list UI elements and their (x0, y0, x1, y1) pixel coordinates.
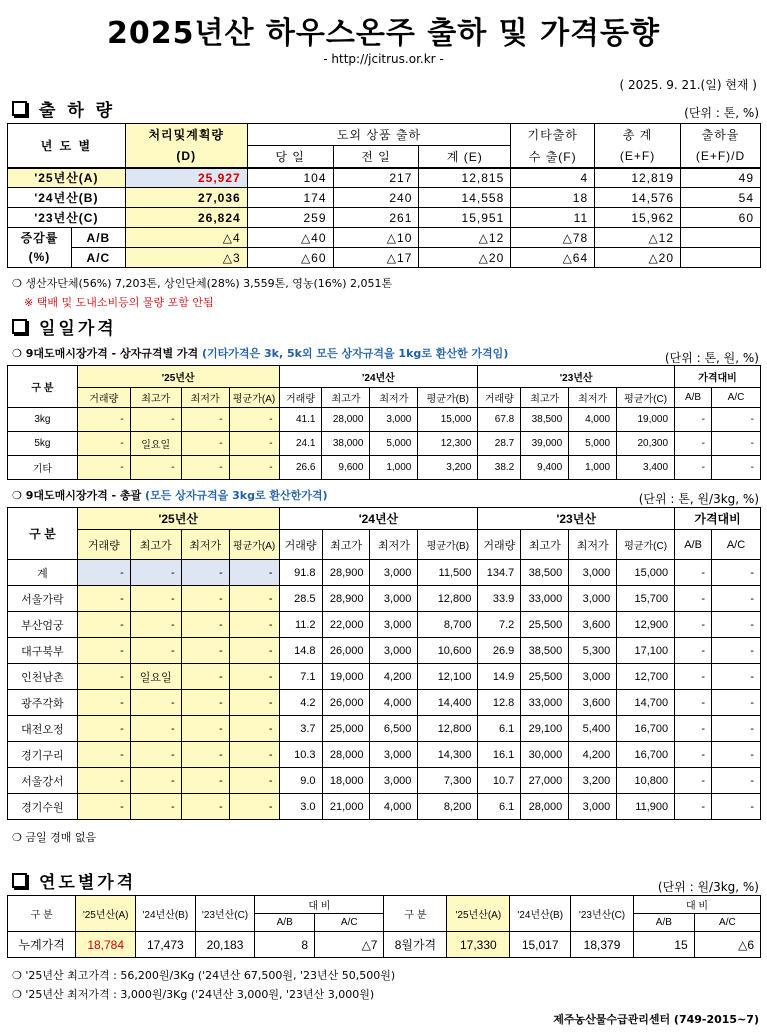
col-processed-sub: (D) (125, 146, 247, 168)
table-cell: 8,200 (418, 794, 478, 820)
table-cell: 3,400 (617, 456, 675, 480)
table-cell: - (229, 560, 279, 586)
table-cell: - (229, 432, 279, 456)
table-cell: - (130, 612, 181, 638)
table-cell: 3,000 (370, 768, 418, 794)
table-row (8, 716, 761, 742)
shipment-warning: ※ 택배 및 도내소비등의 물량 포함 안됨 (24, 296, 214, 309)
table-cell: - (130, 408, 181, 432)
table-cell: - (675, 586, 712, 612)
table-cell: - (712, 586, 761, 612)
table-cell: - (181, 456, 229, 480)
table-cell: - (181, 612, 229, 638)
table-cell: - (77, 768, 130, 794)
col-other: 기타출하 (511, 124, 595, 146)
table-cell: 11,500 (418, 560, 478, 586)
row-label: 경기수원 (8, 794, 78, 820)
table-cell: 8,700 (418, 612, 478, 638)
table-cell: - (77, 586, 130, 612)
table-cell: 7,300 (418, 768, 478, 794)
table-cell: - (712, 716, 761, 742)
table-cell: 3.7 (279, 716, 322, 742)
shipment-table (7, 123, 761, 268)
table-cell: 38,500 (521, 408, 569, 432)
yearly-note-min: ❍ '25년산 최저가격 : 3,000원/3Kg ('24년산 3,000원, '23년산 3,000원) (12, 988, 375, 1001)
table-cell: - (229, 664, 279, 690)
table-cell: 28,000 (322, 742, 370, 768)
table-row: '25년산(A) 25,927 104 217 12,815 4 12,819 49 (8, 168, 761, 188)
table-cell: - (181, 560, 229, 586)
table-cell: - (77, 638, 130, 664)
table-cell: - (675, 664, 712, 690)
table-cell: - (181, 742, 229, 768)
table-cell: - (229, 690, 279, 716)
table-cell: 3.0 (279, 794, 322, 820)
row-label: 5kg (8, 432, 78, 456)
table-cell: 3,600 (569, 690, 617, 716)
shipment-section-title: 출 하 량 (12, 96, 115, 121)
table-cell: - (77, 408, 130, 432)
table-cell: 7.2 (478, 612, 521, 638)
table-cell: - (77, 690, 130, 716)
table-cell: 33.9 (478, 586, 521, 612)
table-cell: - (77, 716, 130, 742)
table-cell: - (675, 794, 712, 820)
table-cell: 25,500 (521, 612, 569, 638)
site-url[interactable]: - http://jcitrus.or.kr - (323, 52, 444, 66)
table-cell: 15,700 (617, 586, 675, 612)
table-cell: 41.1 (279, 408, 322, 432)
table-cell: - (77, 742, 130, 768)
daily-unit2: (단위 : 톤, 원/3kg, %) (638, 492, 759, 506)
table-cell: 38,500 (521, 560, 569, 586)
table-cell: 12,700 (617, 664, 675, 690)
table-row (8, 794, 761, 820)
table-cell: - (130, 794, 181, 820)
col-grand-sub: (E+F) (595, 146, 681, 168)
table-cell: - (77, 456, 130, 480)
table-cell: 12,100 (418, 664, 478, 690)
table-cell: 12.8 (478, 690, 521, 716)
row-label: 인천남촌 (8, 664, 78, 690)
table-cell: 39,000 (521, 432, 569, 456)
table-cell: 11.2 (279, 612, 322, 638)
table-row (8, 408, 761, 432)
row-label: 경기구리 (8, 742, 78, 768)
table-cell: - (181, 638, 229, 664)
table-row (8, 742, 761, 768)
table-cell: - (675, 560, 712, 586)
table-cell: 19,000 (322, 664, 370, 690)
row-label: 광주각화 (8, 690, 78, 716)
table-cell: 16,700 (617, 742, 675, 768)
table-cell: 4,000 (569, 408, 617, 432)
table-cell: - (130, 768, 181, 794)
table-cell: 29,100 (521, 716, 569, 742)
table-cell: 3,200 (569, 768, 617, 794)
table-cell: 19,000 (617, 408, 675, 432)
footer-center: 제주농산물수급관리센터 (749-2015~7) (553, 1013, 759, 1026)
table-cell: 3,000 (370, 586, 418, 612)
col-export: 수 출(F) (511, 146, 595, 168)
table-cell: 33,000 (521, 690, 569, 716)
row-label: 계 (8, 560, 78, 586)
col-rate-sub: (E+F)/D (681, 146, 761, 168)
table-cell: 28.7 (478, 432, 521, 456)
col-rate: 출하율 (681, 124, 761, 146)
table-cell: - (229, 456, 279, 480)
table-cell: - (229, 408, 279, 432)
table-cell: - (675, 690, 712, 716)
table-cell: 6,500 (370, 716, 418, 742)
row-label: 서울강서 (8, 768, 78, 794)
col-today: 당 일 (247, 146, 333, 168)
table-cell: - (130, 742, 181, 768)
table-cell: - (181, 432, 229, 456)
table-cell: - (229, 612, 279, 638)
table-cell: 28,900 (322, 560, 370, 586)
table-cell: 33,000 (521, 586, 569, 612)
table-cell: 15,000 (617, 560, 675, 586)
table-cell: - (712, 690, 761, 716)
table-cell: 일요일 (130, 664, 181, 690)
table-cell: - (181, 716, 229, 742)
table-cell: - (229, 586, 279, 612)
table-cell: - (77, 612, 130, 638)
table-cell: - (130, 638, 181, 664)
table-cell: 38.2 (478, 456, 521, 480)
table-cell: - (229, 742, 279, 768)
table-cell: - (229, 794, 279, 820)
table-cell: 3,000 (370, 560, 418, 586)
table-cell: 17,100 (617, 638, 675, 664)
table-cell: 4.2 (279, 690, 322, 716)
col-prev: 전 일 (333, 146, 419, 168)
table-cell: - (712, 664, 761, 690)
table-cell: - (130, 456, 181, 480)
row-label: 서울가락 (8, 586, 78, 612)
table-cell: 3,000 (370, 408, 418, 432)
checkbox-square-icon (12, 101, 27, 116)
table-cell: - (711, 432, 760, 456)
table-cell: 67.8 (478, 408, 521, 432)
yearly-section-title: 연도별가격 (12, 868, 136, 893)
table-cell: - (181, 408, 229, 432)
daily-sub1: ❍ 9대도매시장가격 - 상자규격별 가격 (기타가격은 3k, 5k외 모든 상자규격을 1kg로 환산한 가격임) (12, 347, 509, 360)
daily-sub2: ❍ 9대도매시장가격 - 총괄 (모든 상자규격을 3kg로 환산한가격) (12, 489, 328, 502)
market-price-table: 구 분 '25년산 '24년산 '23년산 가격대비 거래량 최고가 최저가 평균가(A) 거래량 최고가 최저가 평균가(B) 거래량 최고가 최저가 평균가(C) A/B A/C 계 - - - - 91.8 28,900 3,000 11,500 134.7 38,500 3,000 15,000 - - 서울가락 - - - - 28.5 28,900 3,000 12,800 33.9 33,000 3,000 15,700 - - 부산엄궁 - - - - 11.2 22,000 3,000 8,700 7.2 25,500 3,600 12,900 - - 대구북부 - - - - 14.8 26,000 3,000 10,600 26.9 38,500 5,300 17,100 - - 인천남촌 - 일요일 - - 7.1 19,000 4,200 12,100 14.9 25,500 3,000 12,700 - - 광주각화 - - - - 4.2 26,000 4,000 14,400 12.8 33,000 3,600 14,700 - - 대전오정 - - - - 3.7 25,000 6,500 12,800 6.1 29,100 5,400 16,700 - - 경기구리 - - - - 10.3 28,000 3,000 14,300 16.1 30,000 4,200 16,700 - - 서울강서 - - - - 9.0 18,000 3,000 7,300 10.7 27,000 3,200 10,800 - - 경기수원 - - - - 3.0 21,000 4,000 8,200 6.1 28,000 3,000 11,900 - - (7, 507, 761, 820)
row-label: 대전오정 (8, 716, 78, 742)
table-cell: 21,000 (322, 794, 370, 820)
table-cell: - (77, 664, 130, 690)
table-row (8, 664, 761, 690)
checkbox-square-icon (12, 319, 27, 334)
table-cell: 12,900 (617, 612, 675, 638)
table-cell: 3,600 (569, 612, 617, 638)
table-cell: 3,000 (370, 638, 418, 664)
table-cell: - (675, 612, 712, 638)
table-cell: - (712, 742, 761, 768)
table-row (8, 768, 761, 794)
table-row: 누계가격 18,784 17,473 20,183 8 △7 8월가격 17,330 15,017 18,379 15 △6 (8, 932, 761, 958)
table-cell: 12,800 (418, 586, 478, 612)
daily-note: ❍ 금일 경매 없음 (12, 831, 97, 844)
daily-unit1: (단위 : 톤, 원, %) (664, 351, 759, 365)
table-cell: 91.8 (279, 560, 322, 586)
table-row (8, 456, 761, 480)
table-cell: 16.1 (478, 742, 521, 768)
page-title: 2025년산 하우스온주 출하 및 가격동향 (107, 16, 660, 51)
table-cell: 28,000 (322, 408, 370, 432)
row-label: 부산엄궁 (8, 612, 78, 638)
table-cell: 5,000 (370, 432, 418, 456)
table-row (8, 560, 761, 586)
table-cell: 22,000 (322, 612, 370, 638)
table-cell: 3,000 (370, 742, 418, 768)
table-cell: - (675, 432, 712, 456)
table-row: (%) A/C △3 △60 △17 △20 △64 △20 (8, 248, 761, 268)
table-cell: - (181, 768, 229, 794)
table-cell: - (77, 432, 130, 456)
table-cell: 3,000 (569, 586, 617, 612)
table-cell: 3,000 (569, 664, 617, 690)
table-cell: - (229, 768, 279, 794)
table-cell: 14,400 (418, 690, 478, 716)
shipment-unit: (단위 : 톤, %) (684, 106, 759, 120)
col-processed: 처리및계획량 (125, 124, 247, 146)
table-cell: 3,000 (569, 794, 617, 820)
table-cell: 28,000 (521, 794, 569, 820)
table-cell: 4,000 (370, 690, 418, 716)
yearly-price-table: 구 분 '25년산(A) '24년산(B) '23년산(C) 대 비 구 분 '25년산(A) '24년산(B) '23년산(C) 대 비 A/B A/C A/B A/C 누계가격 18,784 17,473 20,183 8 △7 8월가격 17,330 15,017 18,379 15 △6 (7, 895, 761, 958)
table-cell: 14.9 (478, 664, 521, 690)
table-cell: 3,200 (418, 456, 478, 480)
table-cell: 15,000 (418, 408, 478, 432)
table-cell: 30,000 (521, 742, 569, 768)
table-cell: 11,900 (617, 794, 675, 820)
table-cell: 10.3 (279, 742, 322, 768)
row-label: 기타 (8, 456, 78, 480)
table-cell: - (711, 408, 760, 432)
table-cell: - (130, 586, 181, 612)
row-label: 3kg (8, 408, 78, 432)
table-cell: 14,700 (617, 690, 675, 716)
table-cell: - (712, 612, 761, 638)
table-cell: 18,000 (322, 768, 370, 794)
table-cell: 9,600 (322, 456, 370, 480)
table-cell: 4,200 (569, 742, 617, 768)
table-cell: - (675, 638, 712, 664)
table-cell: 10,600 (418, 638, 478, 664)
daily-section-title: 일일가격 (12, 314, 117, 339)
table-cell: 4,200 (370, 664, 418, 690)
table-cell: - (712, 794, 761, 820)
table-cell: - (675, 742, 712, 768)
table-cell: 1,000 (569, 456, 617, 480)
table-cell: 10.7 (478, 768, 521, 794)
table-cell: 24.1 (279, 432, 322, 456)
table-cell: 10,800 (617, 768, 675, 794)
col-grand: 총 계 (595, 124, 681, 146)
table-cell: 12,300 (418, 432, 478, 456)
table-cell: 28,900 (322, 586, 370, 612)
table-cell: 134.7 (478, 560, 521, 586)
table-cell: - (181, 586, 229, 612)
table-cell: - (181, 690, 229, 716)
yearly-unit: (단위 : 원/3kg, %) (657, 880, 759, 894)
checkbox-square-icon (12, 873, 27, 888)
table-row (8, 638, 761, 664)
table-cell: - (77, 794, 130, 820)
table-cell: 25,000 (322, 716, 370, 742)
table-cell: 9.0 (279, 768, 322, 794)
table-row (8, 612, 761, 638)
table-cell: 38,000 (322, 432, 370, 456)
yearly-note-max: ❍ '25년산 최고가격 : 56,200원/3Kg ('24년산 67,500원, '23년산 50,500원) (12, 969, 396, 982)
table-cell: 26.9 (478, 638, 521, 664)
table-cell: 20,300 (617, 432, 675, 456)
table-cell: 7.1 (279, 664, 322, 690)
table-cell: 16,700 (617, 716, 675, 742)
row-label: 대구북부 (8, 638, 78, 664)
table-cell: 4,000 (370, 794, 418, 820)
table-row: 증감률 A/B △4 △40 △10 △12 △78 △12 (8, 228, 761, 248)
table-row (8, 432, 761, 456)
table-row (8, 690, 761, 716)
table-cell: 3,000 (370, 612, 418, 638)
shipment-note: ❍ 생산자단체(56%) 7,203톤, 상인단체(28%) 3,559톤, 영농(16%) 2,051톤 (12, 277, 393, 290)
table-cell: - (181, 664, 229, 690)
table-cell: - (675, 768, 712, 794)
table-cell: - (77, 560, 130, 586)
table-cell: - (229, 638, 279, 664)
col-total: 계 (E) (419, 146, 511, 168)
table-cell: 9,400 (521, 456, 569, 480)
col-outside: 도외 상품 출하 (247, 124, 511, 146)
table-cell: - (675, 456, 712, 480)
table-cell: 28.5 (279, 586, 322, 612)
table-cell: 26.6 (279, 456, 322, 480)
table-cell: - (711, 456, 760, 480)
table-cell: 14,300 (418, 742, 478, 768)
table-cell: 26,000 (322, 638, 370, 664)
table-cell: 6.1 (478, 794, 521, 820)
table-cell: 1,000 (370, 456, 418, 480)
table-cell: - (130, 690, 181, 716)
table-row: '23년산(C) 26,824 259 261 15,951 11 15,962 60 (8, 208, 761, 228)
table-cell: - (675, 716, 712, 742)
table-cell: - (712, 638, 761, 664)
report-date: ( 2025. 9. 21.(일) 현재 ) (619, 78, 757, 92)
table-cell: 3,000 (569, 560, 617, 586)
table-cell: 5,400 (569, 716, 617, 742)
table-cell: 5,300 (569, 638, 617, 664)
table-cell: - (675, 408, 712, 432)
table-cell: 26,000 (322, 690, 370, 716)
table-cell: 6.1 (478, 716, 521, 742)
table-cell: 14.8 (279, 638, 322, 664)
table-cell: - (229, 716, 279, 742)
size-price-table: 구 분 '25년산 '24년산 '23년산 가격대비 거래량 최고가 최저가 평균가(A) 거래량 최고가 최저가 평균가(B) 거래량 최고가 최저가 평균가(C) A/B A/C 3kg - - - - 41.1 28,000 3,000 15,000 67.8 38,500 4,000 19,000 - - 5kg - 일요일 - - 24.1 38,000 5,000 12,300 28.7 39,000 5,000 20,300 - - 기타 - - - - 26.6 9,600 1,000 3,200 38.2 9,400 1,000 3,400 - - (7, 365, 761, 480)
table-row: '24년산(B) 27,036 174 240 14,558 18 14,576 54 (8, 188, 761, 208)
table-cell: - (181, 794, 229, 820)
table-cell: 5,000 (569, 432, 617, 456)
table-cell: 27,000 (521, 768, 569, 794)
table-row (8, 586, 761, 612)
table-cell: - (712, 768, 761, 794)
col-year: 년 도 별 (8, 124, 126, 168)
table-cell: 일요일 (130, 432, 181, 456)
table-cell: - (130, 560, 181, 586)
table-cell: 12,800 (418, 716, 478, 742)
table-cell: - (712, 560, 761, 586)
table-cell: - (130, 716, 181, 742)
table-cell: 25,500 (521, 664, 569, 690)
table-cell: 38,500 (521, 638, 569, 664)
